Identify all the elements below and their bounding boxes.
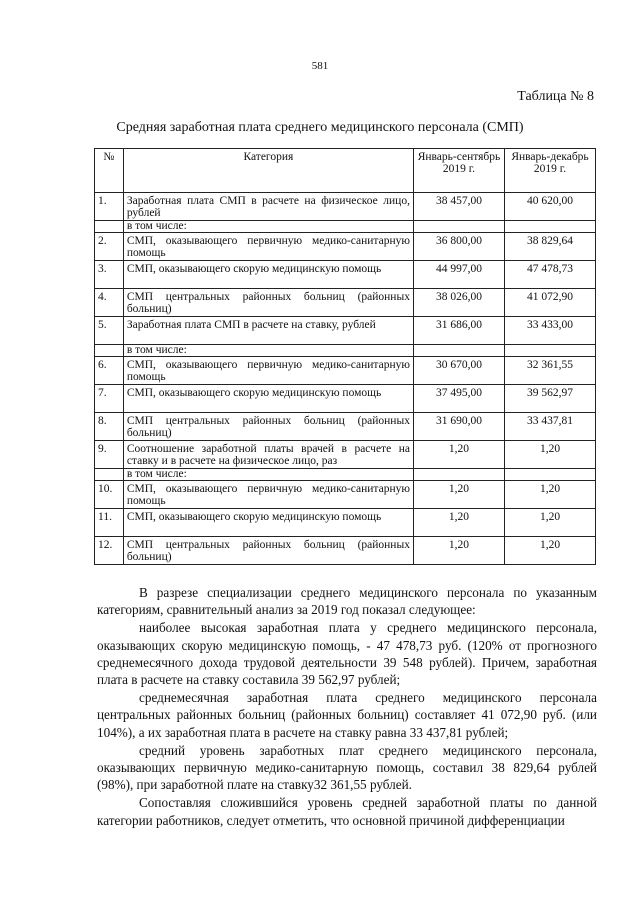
row-value-period2: 1,20: [505, 441, 596, 469]
row-value-period1: 31 686,00: [413, 317, 504, 345]
table-title: Средняя заработная плата среднего медицинского персонала (СМП): [116, 120, 524, 135]
row-category: Заработная плата СМП в расчете на физическое лицо, рублей: [123, 193, 413, 221]
row-value-period1: 1,20: [413, 441, 504, 469]
row-num: 12.: [95, 537, 124, 565]
table-row: [95, 233, 596, 261]
row-value-period2: 33 437,81: [505, 413, 596, 441]
row-num: 3.: [95, 261, 124, 289]
table-subheader-row: [95, 469, 596, 481]
row-value-period1: [413, 345, 504, 357]
row-value-period1: 38 026,00: [413, 289, 504, 317]
row-category: СМП, оказывающего скорую медицинскую помощь: [123, 261, 413, 289]
row-value-period1: 36 800,00: [413, 233, 504, 261]
row-num: 8.: [95, 413, 124, 441]
row-value-period2: 47 478,73: [505, 261, 596, 289]
row-subheader: в том числе:: [123, 469, 413, 481]
row-value-period1: 37 495,00: [413, 385, 504, 413]
table-row: [95, 317, 596, 345]
page-number: 581: [311, 60, 329, 72]
row-category: СМП центральных районных больниц (районных больниц): [123, 289, 413, 317]
row-subheader: в том числе:: [123, 345, 413, 357]
row-num: [95, 469, 124, 481]
paragraph: Сопоставляя сложившийся уровень средней заработной платы по данной категории работников, следует отметить, что основной причиной дифференциации: [97, 795, 597, 828]
row-category: Заработная плата СМП в расчете на ставку, рублей: [123, 317, 413, 345]
row-value-period2: 32 361,55: [505, 357, 596, 385]
row-value-period1: [413, 469, 504, 481]
row-value-period1: 1,20: [413, 537, 504, 565]
row-num: 6.: [95, 357, 124, 385]
header-category: Категория: [123, 149, 413, 193]
row-value-period2: [505, 345, 596, 357]
row-category: СМП, оказывающего скорую медицинскую помощь: [123, 509, 413, 537]
table-subheader-row: [95, 221, 596, 233]
row-category: Соотношение заработной платы врачей в расчете на ставку и в расчете на физическое лицо, раз: [123, 441, 413, 469]
row-value-period2: [505, 469, 596, 481]
table-row: [95, 537, 596, 565]
header-num: №: [95, 149, 124, 193]
row-category: СМП, оказывающего первичную медико-санитарную помощь: [123, 233, 413, 261]
table-row: [95, 289, 596, 317]
row-num: 11.: [95, 509, 124, 537]
table-body: [95, 193, 596, 565]
row-value-period2: 1,20: [505, 481, 596, 509]
row-num: 5.: [95, 317, 124, 345]
table-row: [95, 261, 596, 289]
row-value-period1: 44 997,00: [413, 261, 504, 289]
header-period2: Январь-декабрь 2019 г.: [505, 149, 596, 193]
row-value-period2: 1,20: [505, 537, 596, 565]
row-value-period1: 31 690,00: [413, 413, 504, 441]
paragraph: наиболее высокая заработная плата у среднего медицинского персонала, оказывающих скорую медицинскую помощь, - 47 478,73 руб. (120% от прогнозного среднемесячного дохода трудовой деятельности 39 548 рублей). Причем, заработная плата в расчете на ставку составила 39 562,97 рублей;: [97, 620, 597, 688]
row-category: СМП, оказывающего первичную медико-санитарную помощь: [123, 357, 413, 385]
paragraph: среднемесячная заработная плата среднего медицинского персонала центральных районных больниц (районных больниц) составляет 41 072,90 руб. (или 104%), а их заработная плата в расчете на ставку равна 33 437,81 рублей;: [97, 690, 597, 740]
row-num: 4.: [95, 289, 124, 317]
table-row: [95, 385, 596, 413]
table-row: [95, 441, 596, 469]
table-row: [95, 357, 596, 385]
row-num: 10.: [95, 481, 124, 509]
row-value-period2: 40 620,00: [505, 193, 596, 221]
row-value-period1: 30 670,00: [413, 357, 504, 385]
row-value-period2: 39 562,97: [505, 385, 596, 413]
row-num: 2.: [95, 233, 124, 261]
paragraph: средний уровень заработных плат среднего медицинского персонала, оказывающих первичную медико-санитарную помощь, составил 38 829,64 рублей (98%), при заработной плате на ставку32 361,55 рублей.: [97, 742, 597, 793]
row-value-period2: [505, 221, 596, 233]
row-num: 1.: [95, 193, 124, 221]
row-subheader: в том числе:: [123, 221, 413, 233]
row-value-period2: 1,20: [505, 509, 596, 537]
salary-table: [94, 148, 596, 565]
row-value-period2: 38 829,64: [505, 233, 596, 261]
row-category: СМП, оказывающего скорую медицинскую помощь: [123, 385, 413, 413]
table-row: [95, 509, 596, 537]
paragraph: В разрезе специализации среднего медицинского персонала по указанным категориям, сравнительный анализ за 2019 год показал следующее:: [97, 585, 597, 618]
row-value-period1: [413, 221, 504, 233]
table-header-row: [95, 149, 596, 193]
row-value-period1: 1,20: [413, 509, 504, 537]
row-num: 9.: [95, 441, 124, 469]
table-row: [95, 193, 596, 221]
table-row: [95, 413, 596, 441]
table-subheader-row: [95, 345, 596, 357]
row-num: [95, 221, 124, 233]
row-num: [95, 345, 124, 357]
table-label: Таблица № 8: [517, 89, 594, 104]
row-num: 7.: [95, 385, 124, 413]
table-row: [95, 481, 596, 509]
row-value-period1: 1,20: [413, 481, 504, 509]
row-value-period2: 41 072,90: [505, 289, 596, 317]
body-text: [97, 584, 597, 829]
header-period1: Январь-сентябрь 2019 г.: [413, 149, 504, 193]
row-category: СМП центральных районных больниц (районных больниц): [123, 413, 413, 441]
row-value-period1: 38 457,00: [413, 193, 504, 221]
row-category: СМП, оказывающего первичную медико-санитарную помощь: [123, 481, 413, 509]
row-category: СМП центральных районных больниц (районных больниц): [123, 537, 413, 565]
row-value-period2: 33 433,00: [505, 317, 596, 345]
